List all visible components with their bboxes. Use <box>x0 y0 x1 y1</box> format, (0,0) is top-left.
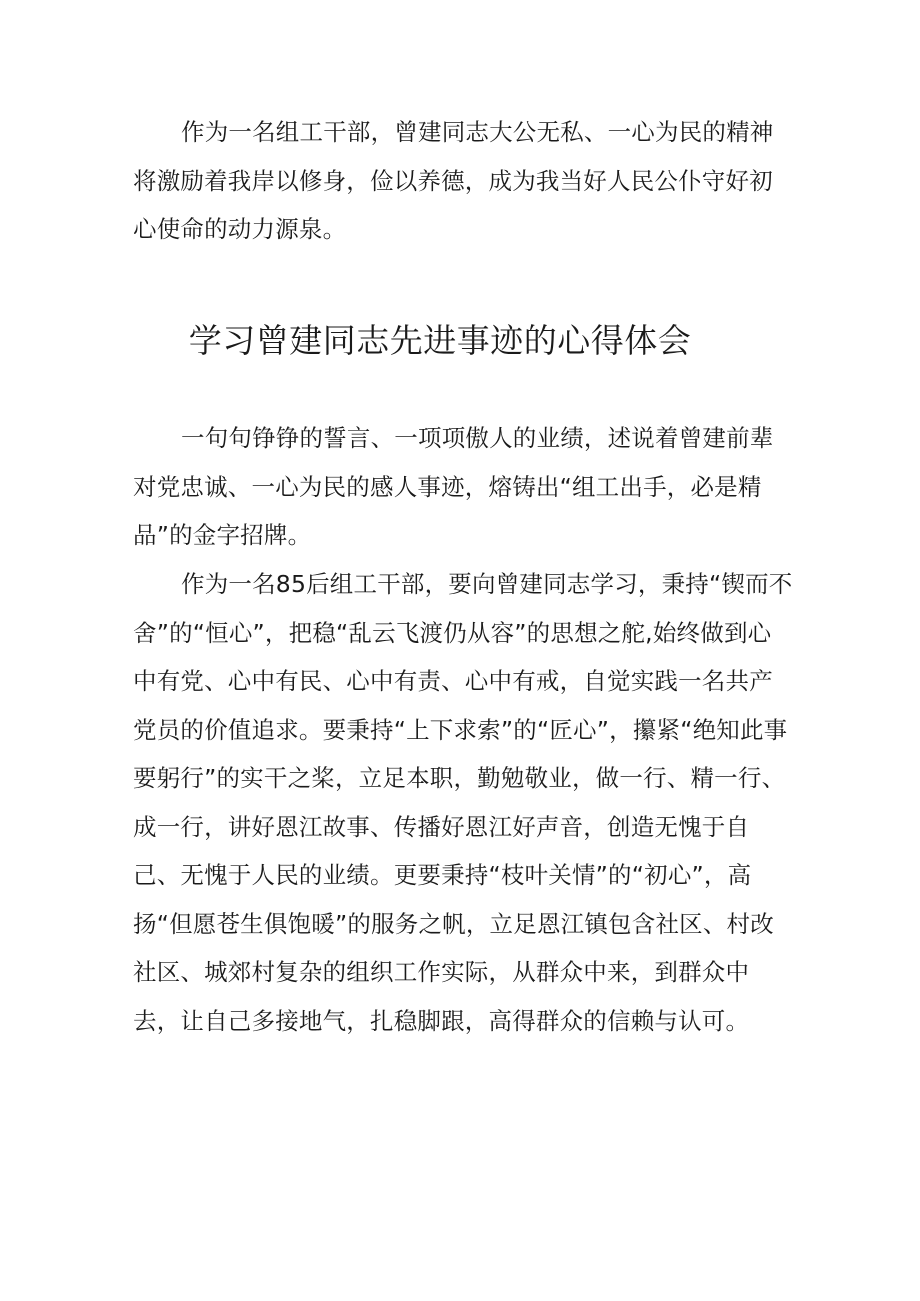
section-title: 学习曾建同志先进事迹的心得体会 <box>188 321 692 360</box>
paragraph-intro: 作为一名组工干部，曾建同志大公无私、一心为民的精神将激励着我岸以修身，俭以养德，成为我当好人民公仆守好初心使命的动力源泉。 <box>133 118 774 243</box>
paragraph-body-1: 一句句铮铮的誓言、一项项傲人的业绩，述说着曾建前辈对党忠诚、一心为民的感人事迹，熔铸出“组工出手，必是精品”的金字招牌。 <box>133 424 774 549</box>
paragraph-body-2: 作为一名85后组工干部，要向曾建同志学习，秉持“锲而不舍”的“恒心”，把稳“乱云飞渡仍从容”的思想之舵,始终做到心中有党、心中有民、心中有责、心中有戒，自觉实践一名共产党员的价值追求。要秉持“上下求索”的“匠心”，攥紧“绝知此事要躬行”的实干之桨，立足本职，勤勉敬业，做一行、精一行、成一行，讲好恩江故事、传播好恩江好声音，创造无愧于自己、无愧于人民的业绩。更要秉持“枝叶关情”的“初心”，高扬“但愿苍生俱饱暖”的服务之帆，立足恩江镇包含社区、村改社区、城郊村复杂的组织工作实际，从群众中来，到群众中去，让自己多接地气，扎稳脚跟，高得群众的信赖与认可。 <box>133 570 793 1035</box>
